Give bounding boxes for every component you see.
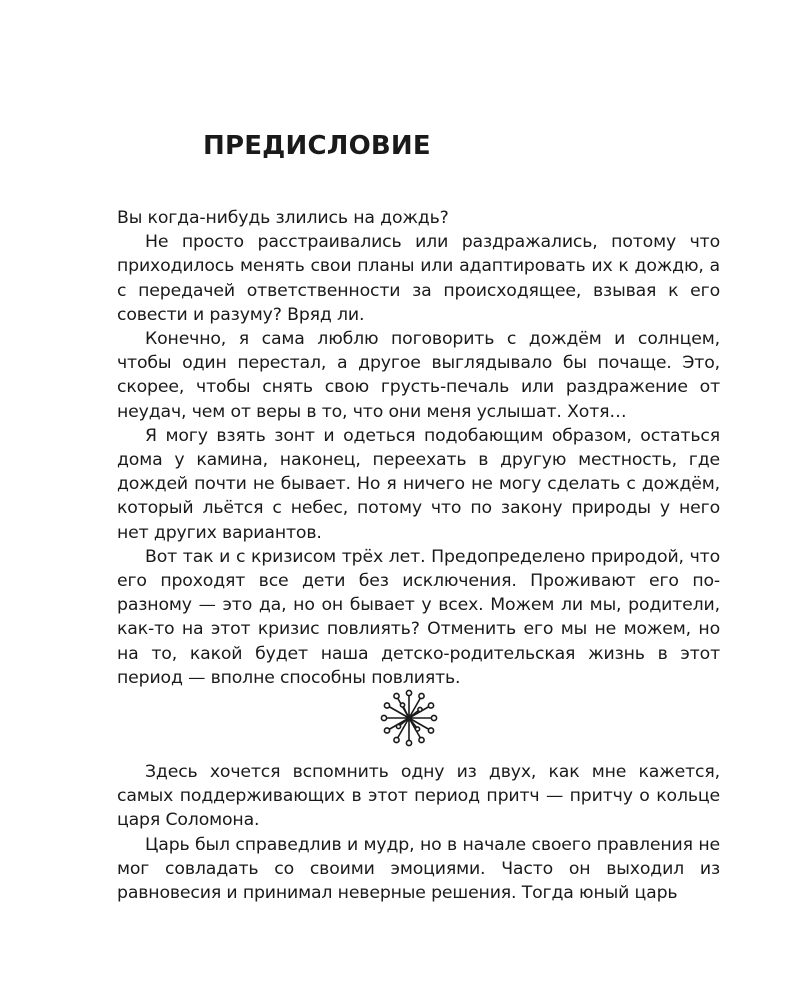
- chapter-title: ПРЕДИСЛОВИЕ: [203, 131, 431, 161]
- book-page: [117, 0, 720, 1000]
- paragraph: Не просто расстраивались или раздражались, потому что приходилось менять свои планы или адаптировать их к дождю, а с передачей ответственности за происходящее, взывая к его совести и разуму? Вряд ли.: [117, 232, 720, 325]
- paragraph: Здесь хочется вспомнить одну из двух, как мне кажется, самых поддерживающих в этот период притч — притчу о кольце царя Соломона.: [117, 762, 720, 831]
- text-block-before-ornament: [117, 206, 720, 690]
- text-block-after-ornament: [117, 760, 720, 905]
- paragraph: Конечно, я сама люблю поговорить с дождём и солнцем, чтобы один перестал, а другое выглядывало бы почаще. Это, скорее, чтобы снять свою грусть-печаль или раздражение от неудач, чем от веры в то, что они меня услышат. Хотя…: [117, 329, 720, 422]
- dandelion-ornament-icon: [377, 686, 441, 750]
- paragraph: Вот так и с кризисом трёх лет. Предопределено природой, что его проходят все дети без исключения. Проживают его по-разному — это да, но он бывает у всех. Можем ли мы, родители, как-то на этот кризис повлиять? Отменить его мы не можем, но на то, какой будет наша детско-родительская жизнь в этот период — вполне способны повлиять.: [117, 546, 720, 688]
- paragraph: Я могу взять зонт и одеться подобающим образом, остаться дома у камина, наконец, переехать в другую местность, где дождей почти не бывает. Но я ничего не могу сделать с дождём, который льётся с небес, потому что по закону природы у него нет других вариантов.: [117, 425, 720, 543]
- paragraph: Царь был справедлив и мудр, но в начале своего правления не мог совладать со своими эмоциями. Часто он выходил из равновесия и принимал неверные решения. Тогда юный царь: [117, 834, 720, 904]
- paragraph: Вы когда-нибудь злились на дождь?: [117, 208, 449, 228]
